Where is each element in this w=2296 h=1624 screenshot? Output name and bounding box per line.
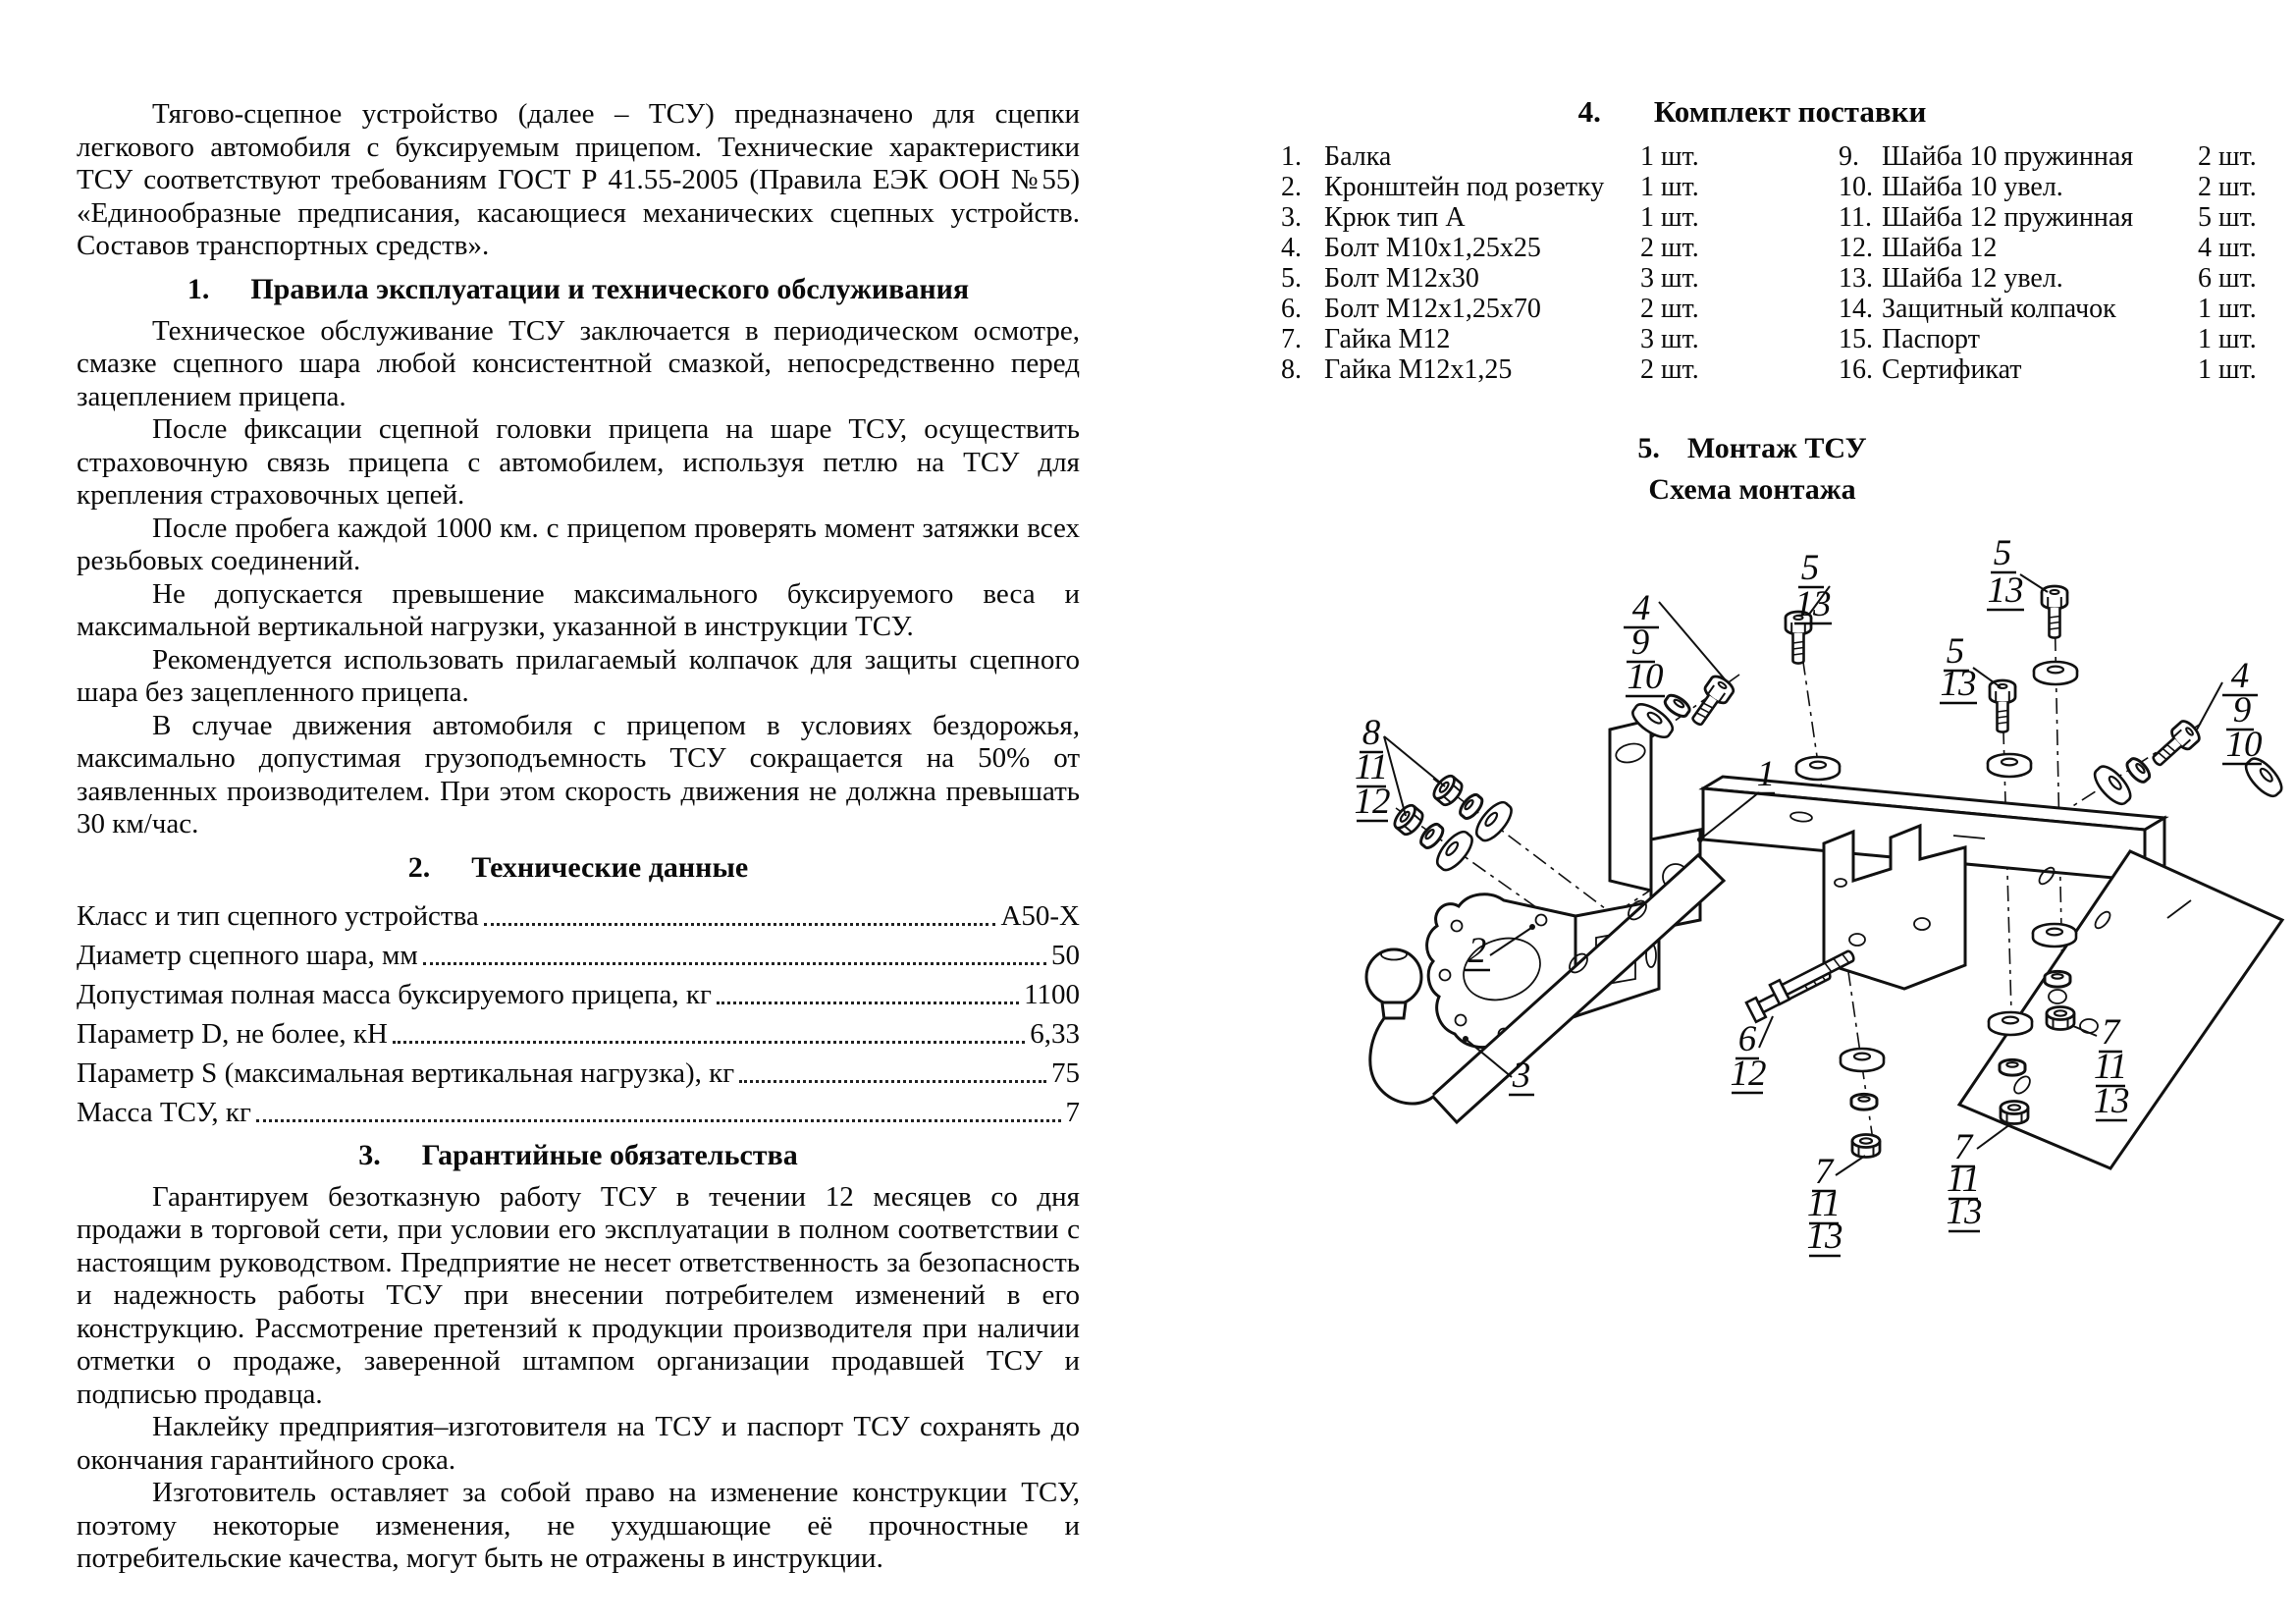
section5-number: 5. — [1637, 432, 1660, 464]
part-qty: 2 шт. — [1640, 354, 1699, 385]
part-number: 1. — [1281, 141, 1302, 172]
tech-label: Параметр D, не более, кН — [77, 1017, 388, 1050]
dot-leader — [717, 1001, 1019, 1004]
part-name: Болт М12х30 — [1324, 263, 1479, 294]
paragraph: В случае движения автомобиля с прицепом в условиях бездорожья, максимально допустимая грузоподъемность ТСУ сокращается на 50% от заявленных производителем. При этом скорость движения не должна превышать 30 км/час. — [77, 709, 1080, 839]
part-name: Шайба 10 увел. — [1882, 172, 2063, 202]
spring-washer-icon — [2124, 756, 2153, 785]
parts-row — [1281, 324, 1839, 354]
callout-number: 5 — [1993, 535, 2012, 573]
part-number: 14. — [1839, 294, 1873, 324]
section5-heading — [1256, 432, 2248, 465]
part-qty: 6 шт. — [2198, 263, 2257, 294]
bolt-m10-icon — [2147, 718, 2202, 772]
section1-number: 1. — [187, 272, 210, 305]
part-number: 15. — [1839, 324, 1873, 354]
parts-row — [1281, 354, 1839, 385]
part-number: 7. — [1281, 324, 1302, 354]
section2-heading — [77, 851, 1080, 885]
paragraph: Не допускается превышение максимального буксируемого веса и максимальной вертикальной нагрузки, указанной в инструкции ТСУ. — [77, 577, 1080, 642]
tech-row — [77, 972, 1080, 1011]
tech-value: 75 — [1051, 1056, 1080, 1089]
tech-value: 7 — [1065, 1096, 1080, 1128]
tech-label: Диаметр сцепного шара, мм — [77, 939, 418, 971]
part-qty: 1 шт. — [2198, 294, 2257, 324]
callout-number: 9 — [1630, 623, 1650, 663]
parts-row — [1839, 233, 2257, 263]
parts-column-1 — [1281, 141, 1839, 385]
paragraph: Гарантируем безотказную работу ТСУ в течении 12 месяцев со дня продажи в торговой сети, при условии его эксплуатации в полном соответствии с настоящим руководством. Предприятие не несет ответственность за безопасность и надежность работы ТСУ при внесении потребителем изменений в его конструкцию. Рассмотрение претензий к продукции производителя при наличии отметки о продаже, заверенной штампом организации продавшей ТСУ и подписью продавца. — [77, 1180, 1080, 1410]
callout-number: 4 — [2230, 656, 2250, 696]
spring-washer-icon — [1851, 1094, 1877, 1110]
leader-line — [1759, 1016, 1773, 1048]
tech-row — [77, 1090, 1080, 1129]
spring-washer-icon — [2000, 1059, 2025, 1075]
part-number: 3. — [1281, 202, 1302, 233]
section2-number: 2. — [407, 850, 431, 884]
paragraph: После пробега каждой 1000 км. с прицепом проверять момент затяжки всех резьбовых соединений. — [77, 512, 1080, 576]
part-name: Крюк тип А — [1324, 202, 1466, 233]
assembly-diagram — [1355, 535, 2296, 1267]
callout-number: 8 — [1362, 713, 1381, 753]
spring-washer-icon — [1663, 692, 1692, 720]
part-qty: 5 шт. — [2198, 202, 2257, 233]
tech-value: 6,33 — [1030, 1017, 1080, 1050]
leader-dot — [1697, 837, 1703, 842]
callout-number: 7 — [1953, 1127, 1973, 1167]
spring-washer-icon — [1457, 791, 1485, 821]
section4-heading-wrap — [1256, 94, 2248, 130]
section5-heading-wrap — [1256, 432, 2248, 507]
paragraph: После фиксации сцепной головки прицепа на шаре ТСУ, осуществить страховочную связь прицепа с автомобилем, используя петлю на ТСУ для крепления страховочных цепей. — [77, 413, 1080, 511]
part-number: 13. — [1839, 263, 1873, 294]
section3-number: 3. — [358, 1138, 381, 1171]
callout-number: 11 — [1946, 1160, 1981, 1200]
parts-row — [1839, 354, 2257, 385]
part-number: 10. — [1839, 172, 1873, 202]
callout-number: 7 — [1814, 1152, 1834, 1192]
part-name: Шайба 12 пружинная — [1882, 202, 2134, 233]
callout-number: 5 — [1946, 631, 1965, 672]
part-qty: 2 шт. — [2198, 141, 2257, 172]
assembly-diagram-wrap — [1355, 535, 2296, 1267]
washer-icon — [2034, 662, 2077, 684]
parts-row — [1839, 324, 2257, 354]
part-qty: 1 шт. — [1640, 141, 1699, 172]
washer-icon — [1989, 1012, 2032, 1035]
callout-number: 10 — [1627, 657, 1664, 697]
paragraph: Техническое обслуживание ТСУ заключается в периодическом осмотре, смазке сцепного шара любой консистентной смазкой, непосредственно перед зацеплением прицепа. — [77, 314, 1080, 412]
part-number: 11. — [1839, 202, 1872, 233]
nut-icon — [1391, 802, 1426, 838]
part-name: Шайба 10 пружинная — [1882, 141, 2134, 172]
callout-number: 6 — [1737, 1019, 1757, 1059]
parts-row — [1281, 263, 1839, 294]
tech-row — [77, 893, 1080, 933]
callout-number: 3 — [1512, 1056, 1531, 1096]
leader-line — [2197, 682, 2222, 730]
part-number: 4. — [1281, 233, 1302, 263]
part-qty: 2 шт. — [1640, 294, 1699, 324]
leader-dot — [1463, 1036, 1468, 1042]
leader-line — [2020, 574, 2048, 592]
parts-list — [1281, 141, 2282, 385]
parts-row — [1281, 294, 1839, 324]
leader-line — [1384, 736, 1445, 786]
left-page — [77, 98, 1080, 1576]
part-qty: 2 шт. — [2198, 172, 2257, 202]
part-number: 6. — [1281, 294, 1302, 324]
section3-heading — [77, 1139, 1080, 1172]
tech-row — [77, 933, 1080, 972]
part-name: Паспорт — [1882, 324, 1980, 354]
part-number: 8. — [1281, 354, 1302, 385]
paragraph: Изготовитель оставляет за собой право на изменение конструкции ТСУ, поэтому некоторые изменения, не ухудшающие её прочностные и потребительские качества, могут быть не отражены в инструкции. — [77, 1477, 1080, 1574]
washer-icon — [2033, 924, 2076, 947]
callout-number: 12 — [1355, 782, 1391, 822]
part-name: Гайка М12 — [1324, 324, 1451, 354]
section5-subtitle: Схема монтажа — [1648, 473, 1856, 506]
part-qty: 1 шт. — [1640, 202, 1699, 233]
callout-number: 11 — [1806, 1184, 1842, 1224]
callout-number: 2 — [1468, 931, 1487, 971]
callout-number: 1 — [1756, 754, 1776, 794]
leader-line — [1977, 1124, 2010, 1149]
washer-icon — [1988, 754, 2031, 777]
part-qty: 4 шт. — [2198, 233, 2257, 263]
dot-leader — [739, 1080, 1046, 1083]
parts-row — [1839, 172, 2257, 202]
callout-number: 5 — [1800, 548, 1820, 588]
nut-icon — [1852, 1135, 1880, 1158]
section4-title: Комплект поставки — [1653, 94, 1927, 129]
part-number: 16. — [1839, 354, 1873, 385]
washer-icon — [1796, 757, 1840, 780]
callout-number: 13 — [2093, 1081, 2130, 1121]
spring-washer-icon — [2045, 971, 2070, 987]
tech-value: 50 — [1051, 939, 1080, 971]
part-number: 12. — [1839, 233, 1873, 263]
section4-heading — [1256, 94, 2248, 130]
part-name: Шайба 12 — [1882, 233, 1998, 263]
tech-row — [77, 1051, 1080, 1090]
part-name: Болт М12х1,25х70 — [1324, 294, 1541, 324]
callout-number: 12 — [1730, 1054, 1767, 1094]
section5-title: Монтаж ТСУ — [1686, 432, 1867, 464]
section3-title: Гарантийные обязательства — [421, 1138, 798, 1171]
callout-number: 13 — [1940, 664, 1977, 704]
part-name: Защитный колпачок — [1882, 294, 2116, 324]
right-page — [1256, 0, 2296, 1624]
part-qty: 2 шт. — [1640, 233, 1699, 263]
part-name: Сертификат — [1882, 354, 2022, 385]
tech-value: 1100 — [1024, 978, 1080, 1010]
callout-number: 10 — [2225, 725, 2263, 765]
tech-row — [77, 1011, 1080, 1051]
section1-heading — [77, 273, 1080, 306]
leader-dot — [1529, 924, 1535, 930]
tech-label: Допустимая полная масса буксируемого прицепа, кг — [77, 978, 712, 1010]
part-qty: 1 шт. — [2198, 354, 2257, 385]
part-name: Шайба 12 увел. — [1882, 263, 2063, 294]
part-number: 2. — [1281, 172, 1302, 202]
callout-number: 11 — [1355, 747, 1389, 787]
bolt-m12x30-icon — [2042, 586, 2067, 638]
parts-row — [1281, 141, 1839, 172]
parts-row — [1839, 263, 2257, 294]
dot-leader — [256, 1119, 1061, 1122]
callout-number: 13 — [1946, 1192, 1983, 1232]
part-number: 9. — [1839, 141, 1859, 172]
leader-line — [1836, 1156, 1865, 1175]
parts-column-2 — [1839, 141, 2257, 385]
paragraph: Рекомендуется использовать прилагаемый колпачок для защиты сцепного шара без зацепленного прицепа. — [77, 643, 1080, 708]
part-name: Гайка М12х1,25 — [1324, 354, 1513, 385]
leader-line — [1973, 668, 2001, 687]
part-qty: 1 шт. — [1640, 172, 1699, 202]
parts-row — [1281, 172, 1839, 202]
washer-icon — [1841, 1049, 1884, 1071]
dot-leader — [484, 923, 996, 926]
callout-number: 4 — [1631, 588, 1651, 628]
tech-label: Масса ТСУ, кг — [77, 1096, 251, 1128]
dot-leader — [393, 1041, 1025, 1044]
tech-value: А50-Х — [1000, 899, 1080, 932]
section4-number: 4. — [1577, 94, 1601, 129]
parts-row — [1839, 202, 2257, 233]
part-qty: 3 шт. — [1640, 263, 1699, 294]
bolt-m12x30-icon — [1990, 680, 2015, 732]
callout-number: 9 — [2232, 690, 2252, 731]
section1-title: Правила эксплуатации и технического обслуживания — [250, 272, 970, 305]
part-number: 5. — [1281, 263, 1302, 294]
intro-paragraph: Тягово-сцепное устройство (далее – ТСУ) предназначено для сцепки легкового автомобиля с буксируемым прицепом. Технические характеристики ТСУ соответствуют требованиям ГОСТ Р 41.55-2005 (Правила ЕЭК ООН №55) «Единообразные предписания, касающиеся механических сцепных устройств. Составов транспортных средств». — [77, 98, 1080, 261]
leader-line — [1659, 602, 1726, 680]
tech-label: Параметр S (максимальная вертикальная нагрузка), кг — [77, 1056, 735, 1089]
part-name: Кронштейн под розетку — [1324, 172, 1605, 202]
callout-number: 13 — [1794, 584, 1832, 624]
parts-row — [1281, 202, 1839, 233]
bolt-m10-icon — [1685, 674, 1735, 731]
part-name: Балка — [1324, 141, 1392, 172]
bolt-m12x70-icon — [1770, 946, 1857, 1004]
part-name: Болт М10х1,25х25 — [1324, 233, 1541, 263]
nut-icon — [2001, 1102, 2028, 1124]
technical-data-list — [77, 893, 1080, 1129]
nut-icon — [2047, 1007, 2074, 1030]
callout-number: 13 — [1987, 570, 2024, 611]
paragraph: Наклейку предприятия–изготовителя на ТСУ и паспорт ТСУ сохранять до окончания гарантийного срока. — [77, 1411, 1080, 1476]
callout-number: 11 — [2093, 1047, 2128, 1087]
tech-label: Класс и тип сцепного устройства — [77, 899, 479, 932]
section2-title: Технические данные — [471, 850, 749, 884]
callout-number: 7 — [2101, 1012, 2120, 1053]
parts-row — [1281, 233, 1839, 263]
dot-leader — [423, 962, 1046, 965]
part-qty: 3 шт. — [1640, 324, 1699, 354]
parts-row — [1839, 294, 2257, 324]
callout-number: 13 — [1806, 1217, 1843, 1257]
part-qty: 1 шт. — [2198, 324, 2257, 354]
parts-row — [1839, 141, 2257, 172]
